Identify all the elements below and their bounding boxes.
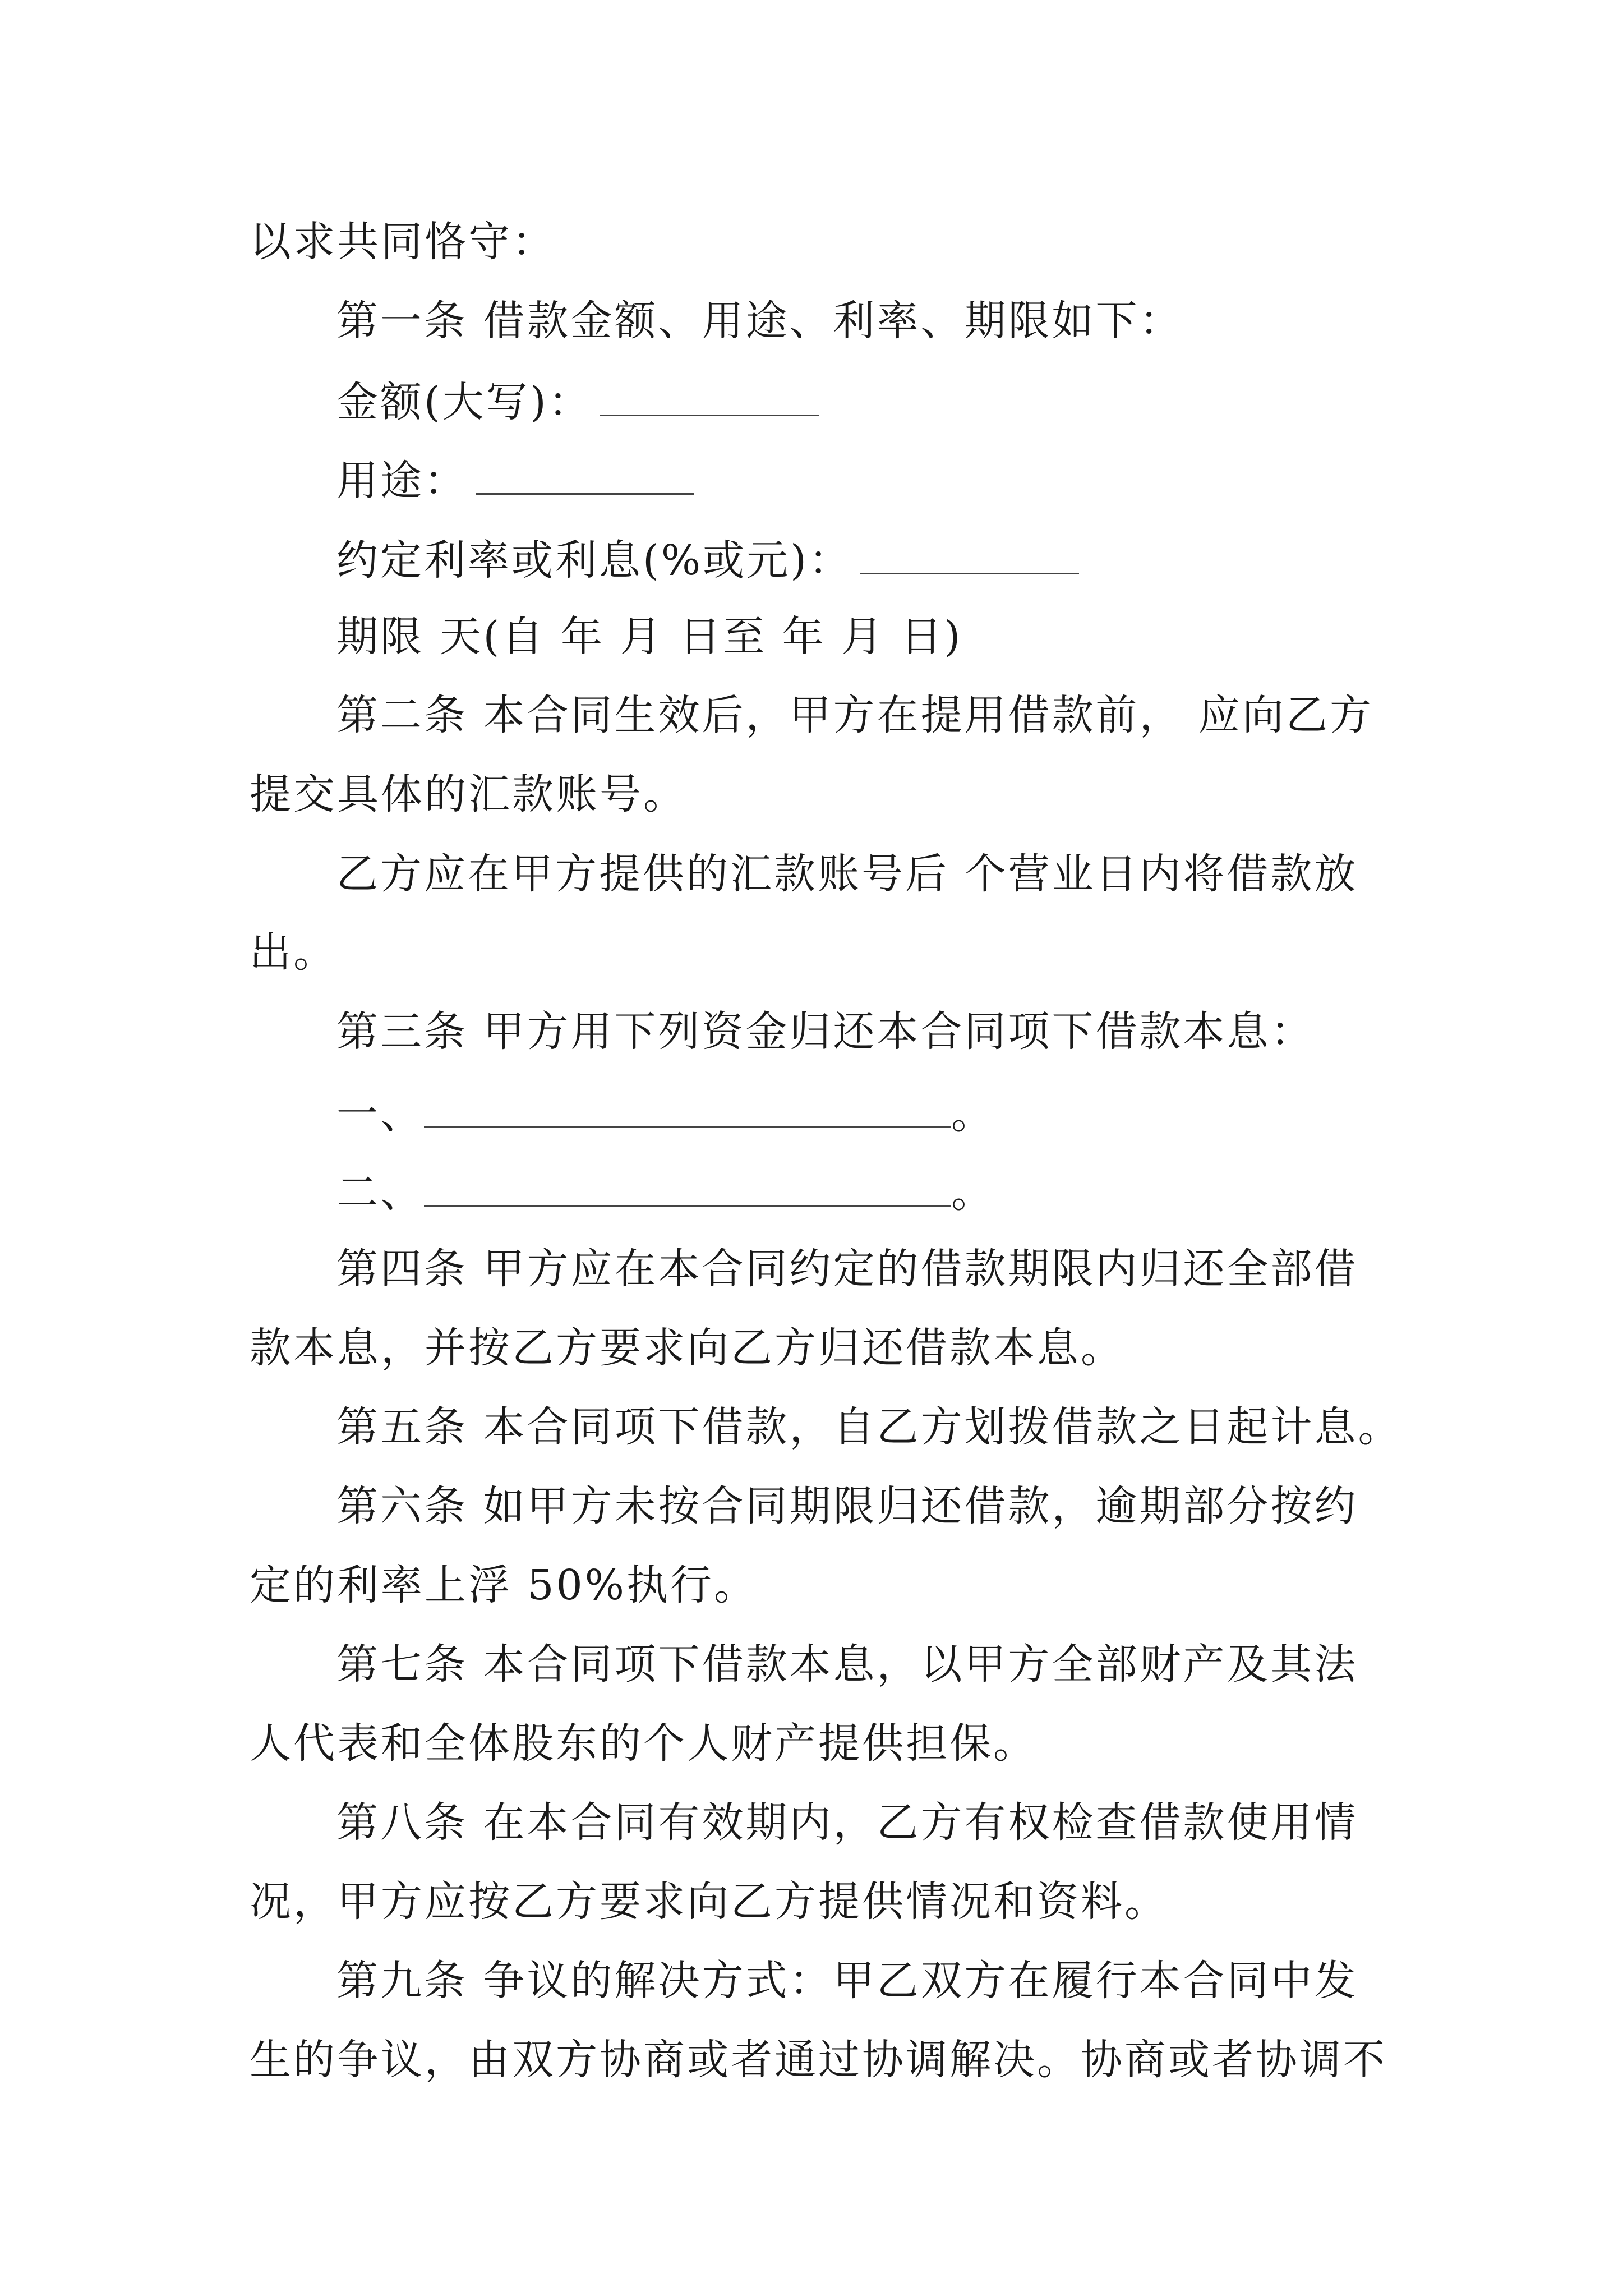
text: 提交具体的汇款账号。 (250, 770, 687, 818)
article-6-line-1 (336, 1482, 1358, 1530)
field-label: 约定利率或利息(%或元)： (336, 536, 853, 585)
article-2-line-1 (336, 691, 1374, 739)
text: 定的利率上浮 50%执行。 (250, 1561, 758, 1609)
text: 期限 天(自 年 月 日至 年 月 日) (336, 613, 963, 661)
period: 。 (951, 1090, 995, 1138)
text: 第九条 争议的解决方式：甲乙双方在履行本合同中发 (336, 1957, 1358, 2005)
article-6-line-2 (250, 1561, 758, 1609)
period: 。 (951, 1168, 995, 1217)
text: 人代表和全体股东的个人财产提供担保。 (250, 1719, 1037, 1768)
amount-blank (600, 379, 819, 416)
article-9-line-1 (336, 1957, 1358, 2005)
paragraph-line (336, 850, 1358, 898)
article-8-line-2 (250, 1878, 1168, 1926)
text: 第五条 本合同项下借款，自乙方划拨借款之日起计息。 (336, 1403, 1402, 1451)
text: 款本息，并按乙方要求向乙方归还借款本息。 (250, 1324, 1124, 1372)
article-7-line-1 (336, 1640, 1358, 1688)
text-line (250, 218, 556, 266)
article-7-line-2 (250, 1719, 1037, 1768)
article-2-line-2 (250, 770, 687, 818)
field-label: 用途： (336, 457, 468, 505)
text: 第八条 在本合同有效期内，乙方有权检查借款使用情 (336, 1798, 1358, 1847)
purpose-blank (476, 457, 694, 495)
amount-field-row (336, 378, 819, 426)
list-marker: 二、 (336, 1168, 424, 1217)
list-item-2 (336, 1168, 995, 1217)
interest-blank (860, 537, 1079, 574)
article-1-heading (336, 297, 1183, 345)
text: 况，甲方应按乙方要求向乙方提供情况和资料。 (250, 1878, 1168, 1926)
article-9-line-2 (250, 2036, 1387, 2084)
text: 第二条 本合同生效后，甲方在提用借款前， 应向乙方 (336, 691, 1374, 739)
list-item-blank (424, 1169, 951, 1207)
list-marker: 一、 (336, 1090, 424, 1138)
text: 第七条 本合同项下借款本息，以甲方全部财产及其法 (336, 1640, 1358, 1688)
text: 第六条 如甲方未按合同期限归还借款，逾期部分按约 (336, 1482, 1358, 1530)
list-item-blank (424, 1091, 951, 1128)
text: 第一条 借款金额、用途、利率、期限如下： (336, 297, 1183, 345)
list-item-1 (336, 1090, 995, 1138)
text: 生的争议，由双方协商或者通过协调解决。协商或者协调不 (250, 2036, 1387, 2084)
article-5 (336, 1403, 1402, 1451)
article-4-line-1 (336, 1245, 1358, 1293)
text: 第三条 甲方用下列资金归还本合同项下借款本息： (336, 1007, 1315, 1056)
article-4-line-2 (250, 1324, 1124, 1372)
interest-field-row (336, 536, 1079, 585)
field-label: 金额(大写)： (336, 378, 592, 426)
purpose-field-row (336, 457, 694, 505)
text: 出。 (250, 928, 337, 977)
paragraph-line (250, 928, 337, 977)
text: 第四条 甲方应在本合同约定的借款期限内归还全部借 (336, 1245, 1358, 1293)
text: 乙方应在甲方提供的汇款账号后 个营业日内将借款放 (336, 850, 1358, 898)
term-row (336, 613, 963, 661)
article-8-line-1 (336, 1798, 1358, 1847)
article-3-heading (336, 1007, 1315, 1056)
text: 以求共同恪守： (250, 218, 556, 266)
